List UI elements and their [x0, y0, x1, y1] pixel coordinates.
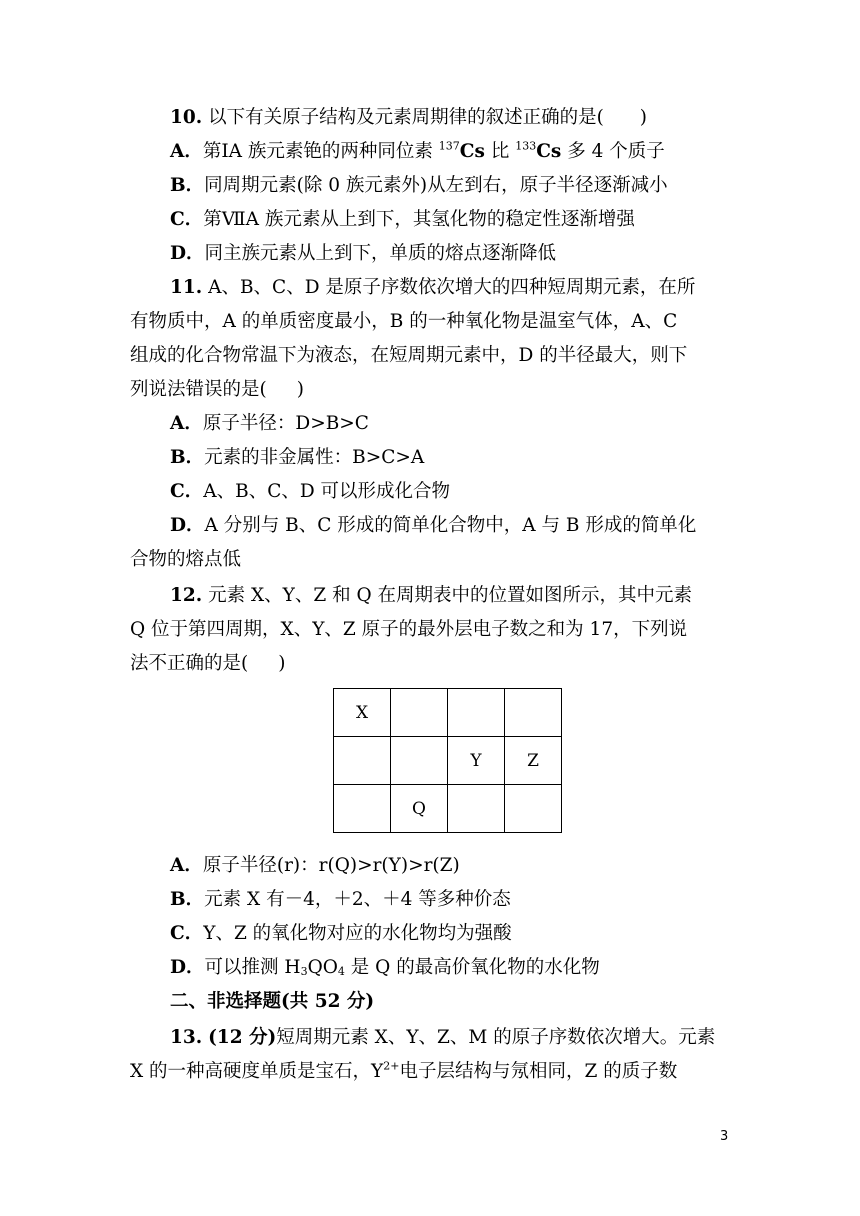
- q10-stem: [170, 101, 770, 135]
- q13-number: 13.: [170, 1027, 203, 1048]
- table-cell: [505, 785, 562, 833]
- option-text: 元素 X 有－4，＋2、＋4 等多种价态: [204, 889, 511, 910]
- q11-option-d: [170, 509, 770, 543]
- q11-option-b: [170, 441, 770, 475]
- subscript: 4: [337, 965, 345, 979]
- q12-stem-line2: Q 位于第四周期，X、Y、Z 原子的最外层电子数之和为 17，下列说: [130, 619, 688, 640]
- q11-option-c: [170, 475, 770, 509]
- table-row: [334, 737, 562, 785]
- subscript: 3: [300, 965, 308, 979]
- option-text: 比: [484, 141, 516, 162]
- q10-option-b: [170, 169, 770, 203]
- option-text: QO: [307, 957, 338, 978]
- option-text: 第ⅦA 族元素从上到下，其氢化物的稳定性逐渐增强: [203, 209, 635, 230]
- q11-stem-line3: 组成的化合物常温下为液态，在短周期元素中，D 的半径最大，则下: [130, 345, 688, 366]
- option-label: C．: [170, 923, 204, 944]
- option-text: 原子半径：D>B>C: [202, 413, 369, 434]
- ion-charge: 2+: [383, 1059, 400, 1073]
- option-text: 同周期元素(除 0 族元素外)从左到右，原子半径逐渐减小: [204, 175, 668, 196]
- q13-stem-line1: [170, 1021, 770, 1055]
- table-cell: [391, 689, 448, 737]
- option-text: 原子半径(r)：r(Q)>r(Y)>r(Z): [202, 855, 460, 876]
- periodic-table-fragment: [333, 688, 562, 833]
- table-row: [334, 689, 562, 737]
- q12-stem-text: 法不正确的是(: [130, 653, 249, 674]
- q11-stem-line2: 有物质中，A 的单质密度最小，B 的一种氧化物是温室气体，A、C: [130, 311, 678, 332]
- q12-stem-line3: [130, 647, 730, 681]
- option-label: B．: [170, 447, 205, 468]
- q10-number: 10.: [170, 107, 203, 128]
- q13-stem-text: 电子层结构与氖相同，Z 的质子数: [399, 1061, 678, 1082]
- table-cell: Q: [391, 785, 448, 833]
- option-label: B．: [170, 889, 205, 910]
- option-label: D．: [170, 243, 205, 264]
- q12-answer-blank: ): [278, 653, 286, 674]
- option-label: D．: [170, 515, 205, 536]
- q12-option-c: [170, 917, 770, 951]
- q11-stem-text: 列说法错误的是(: [130, 379, 267, 400]
- option-text: Y、Z 的氧化物对应的水化物均为强酸: [203, 923, 512, 944]
- table-cell: [505, 689, 562, 737]
- page-number: 3: [720, 1129, 729, 1144]
- option-text: 同主族元素从上到下，单质的熔点逐渐降低: [204, 243, 557, 264]
- option-text: 第ⅠA 族元素铯的两种同位素: [202, 141, 439, 162]
- option-text: 是 Q 的最高价氧化物的水化物: [344, 957, 600, 978]
- q11-option-d-cont: 合物的熔点低: [130, 549, 242, 570]
- isotope-symbol: Cs: [459, 141, 485, 162]
- isotope-symbol: Cs: [536, 141, 562, 162]
- option-label: D．: [170, 957, 205, 978]
- option-text: A 分别与 B、C 形成的简单化合物中，A 与 B 形成的简单化: [204, 515, 697, 536]
- option-text: 可以推测 H: [204, 957, 301, 978]
- q12-option-a: [170, 849, 770, 883]
- table-cell: [448, 785, 505, 833]
- q10-answer-blank: ): [639, 107, 647, 128]
- q11-stem-line4: [130, 373, 730, 407]
- table-cell: [448, 689, 505, 737]
- table-cell: X: [334, 689, 391, 737]
- q13-stem-text: 短周期元素 X、Y、Z、M 的原子序数依次增大。元素: [276, 1027, 716, 1048]
- option-label: C．: [170, 481, 204, 502]
- q10-option-d: [170, 237, 770, 271]
- table-cell: Y: [448, 737, 505, 785]
- q13-score: (12 分): [208, 1027, 277, 1048]
- q12-option-b: [170, 883, 770, 917]
- q12-stem-line1: [170, 579, 770, 613]
- q11-option-a: [170, 407, 770, 441]
- isotope-mass: 137: [438, 139, 460, 153]
- q10-option-c: [170, 203, 770, 237]
- table-cell: [334, 785, 391, 833]
- q11-stem-line1: [170, 271, 730, 305]
- q13-stem-line2: [130, 1055, 730, 1089]
- q13-stem-text: X 的一种高硬度单质是宝石，Y: [130, 1061, 384, 1082]
- q10-stem-text: 以下有关原子结构及元素周期律的叙述正确的是(: [208, 107, 604, 128]
- table-cell: [334, 737, 391, 785]
- option-label: A．: [170, 141, 203, 162]
- q12-stem-text: 元素 X、Y、Z 和 Q 在周期表中的位置如图所示，其中元素: [208, 585, 693, 606]
- option-label: A．: [170, 413, 203, 434]
- section-heading: 二、非选择题(共 52 分): [170, 991, 375, 1012]
- table-row: [334, 785, 562, 833]
- q10-option-a: [170, 135, 770, 169]
- q11-stem-text: A、B、C、D 是原子序数依次增大的四种短周期元素，在所: [208, 277, 696, 298]
- q11-answer-blank: ): [296, 379, 304, 400]
- option-text: A、B、C、D 可以形成化合物: [203, 481, 451, 502]
- table-cell: Z: [505, 737, 562, 785]
- option-label: A．: [170, 855, 203, 876]
- q12-number: 12.: [170, 585, 203, 606]
- option-label: B．: [170, 175, 205, 196]
- q12-option-d: [170, 951, 770, 985]
- isotope-mass: 133: [515, 139, 537, 153]
- table-cell: [391, 737, 448, 785]
- option-text: 多 4 个质子: [561, 141, 665, 162]
- option-text: 元素的非金属性：B>C>A: [204, 447, 425, 468]
- option-label: C．: [170, 209, 204, 230]
- q11-number: 11.: [170, 277, 203, 298]
